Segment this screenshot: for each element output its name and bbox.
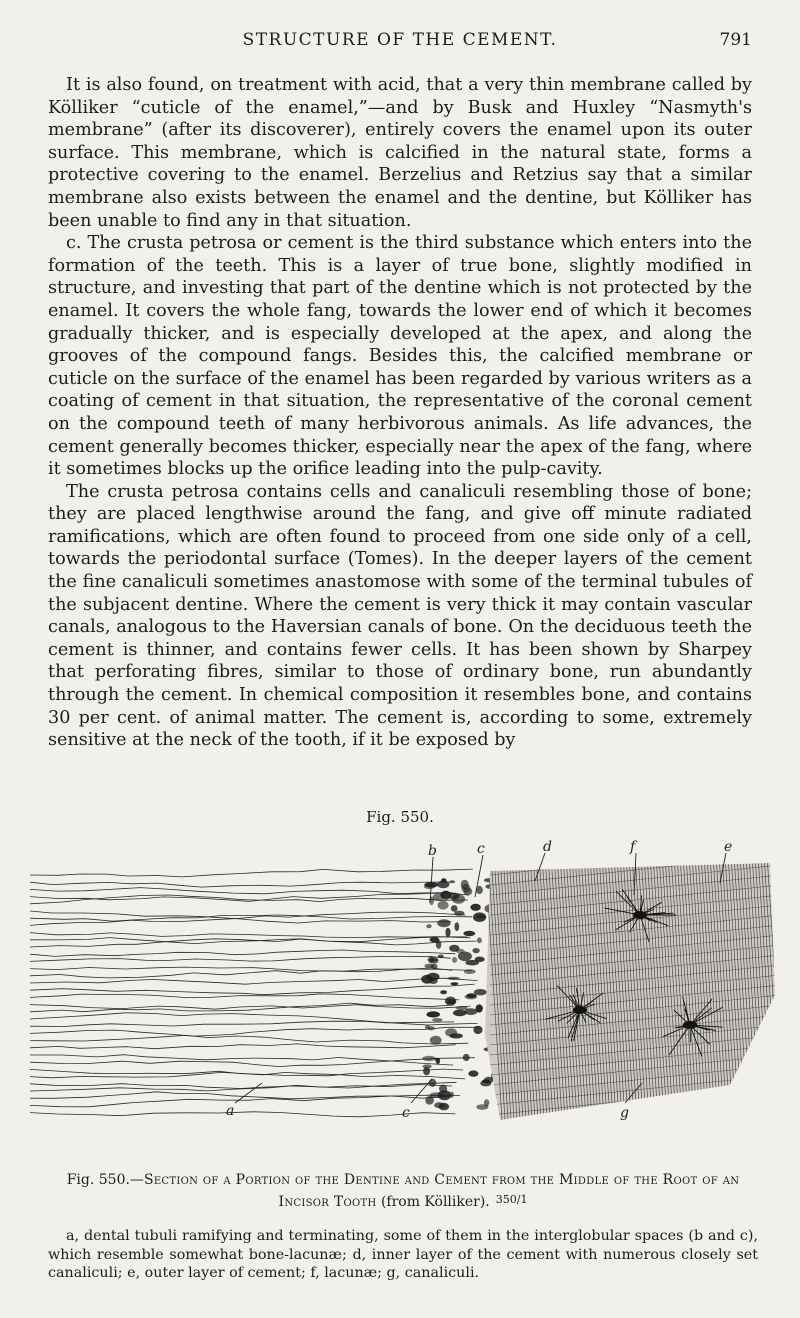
figure-label-d: d [543, 839, 552, 855]
caption-prefix: Fig. 550.— [66, 1172, 144, 1188]
caption-source: (from Kölliker). [380, 1194, 490, 1210]
body-text [48, 74, 752, 752]
figure-number: Fig. 550. [366, 808, 434, 826]
figure-illustration [30, 835, 780, 1155]
paragraph: It is also found, on treatment with acid, that a very thin membrane called by Kölliker “cuticle of the enamel,”—and by Busk and Huxley “Nasmyth's membrane” (after its discoverer), entirely covers the enamel upon its outer surface. This membrane, which is calcified in the natural state, forms a protective covering to the enamel. Berzelius and Retzius say that a similar membrane also exists between the enamel and the dentine, but Kölliker has been unable to find any in that situation. [48, 75, 752, 231]
running-title: STRUCTURE OF THE CEMENT. [242, 30, 558, 50]
figure-legend: a, dental tubuli ramifying and terminating, some of them in the interglobular spaces (b and c), which resemble somewhat bone-lacunæ; d, inner layer of the cement with numerous closely set canaliculi; e, outer layer of cement; f, lacunæ; g, canaliculi. [48, 1228, 758, 1281]
figure-label-b: b [428, 843, 437, 859]
paragraph: c. The crusta petrosa or cement is the third substance which enters into the formation of the teeth. This is a layer of true bone, slightly modified in structure, and investing that part of the dentine which is not protected by the enamel. It covers the whole fang, towards the lower end of which it becomes gradually thicker, and is especially developed at the apex, and along the grooves of the compound fangs. Besides this, the calcified membrane or cuticle on the surface of the enamel has been regarded by various writers as a coating of cement in that situation, the representative of the coronal cement on the compound teeth of many herbivorous animals. As life advances, the cement generally becomes thicker, especially near the apex of the fang, where it sometimes blocks up the orifice leading into the pulp-cavity. [48, 233, 752, 480]
figure-label-c: c [477, 841, 485, 857]
figure-caption [48, 1170, 758, 1212]
paragraph: The crusta petrosa contains cells and canaliculi resembling those of bone; they are placed lengthwise around the fang, and give off minute radiated ramifications, which are often found to proceed from one side only of a cell, towards the periodontal surface (Tomes). In the deeper layers of the cement the fine canaliculi sometimes anastomose with some of the terminal tubules of the subjacent dentine. Where the cement is very thick it may contain vascular canals, analogous to the Haversian canals of bone. On the deciduous teeth the cement is thinner, and contains fewer cells. It has been shown by Sharpey that perforating fibres, similar to those of ordinary bone, run abundantly through the cement. In chemical composition it resembles bone, and contains 30 per cent. of animal matter. The cement is, according to some, extremely sensitive at the neck of the tooth, if it be exposed by [48, 481, 752, 751]
figure-label-a: a [226, 1103, 235, 1119]
dentine-cement-engraving [30, 835, 780, 1155]
page-number: 791 [719, 30, 752, 50]
page-header [48, 30, 752, 54]
cement-layer [485, 845, 780, 1135]
figure-label-e: e [724, 839, 733, 855]
caption-title: Section of a Portion of the Dentine and Cement from the Middle of the Root of an Incisor Tooth [143, 1172, 740, 1210]
figure-label-c-lower: c [402, 1105, 410, 1121]
figure-label-g: g [620, 1105, 629, 1121]
dental-tubuli [30, 869, 479, 1117]
figure-label-f: f [630, 839, 636, 855]
magnification: 350/1 [495, 1193, 528, 1206]
